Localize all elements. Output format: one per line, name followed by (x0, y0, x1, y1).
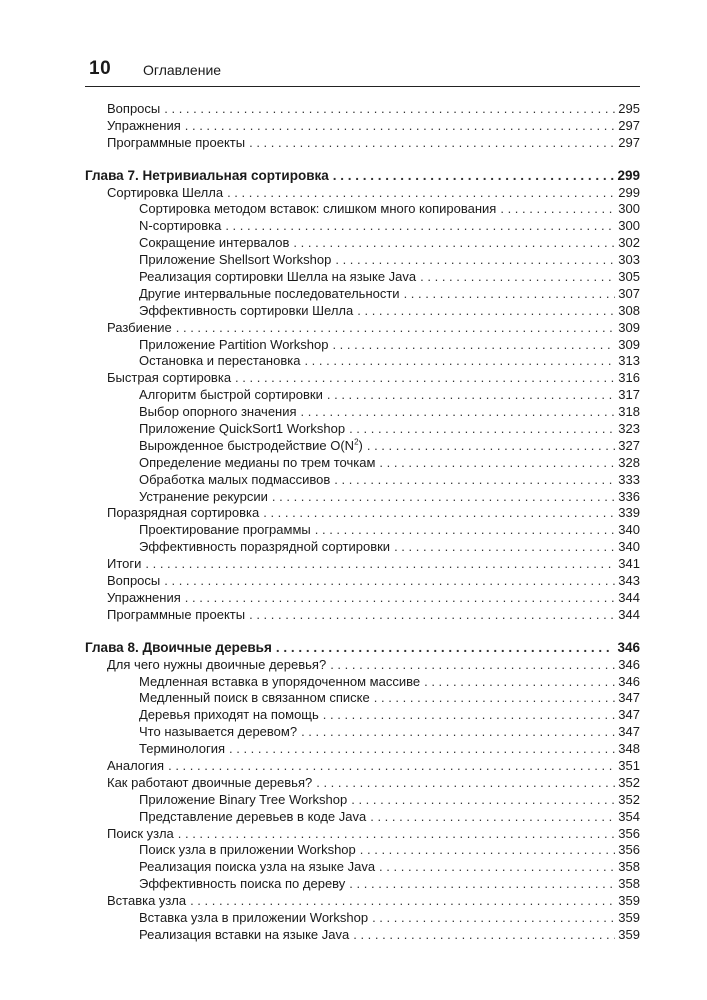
dot-leader (301, 404, 615, 421)
toc-page-number: 346 (618, 656, 640, 672)
toc-entry-title: Реализация сортировки Шелла на языке Java (139, 269, 417, 285)
toc-entry-title: Проектирование программы (139, 522, 311, 538)
dot-leader (332, 337, 615, 354)
toc-entry[interactable] (85, 421, 640, 438)
table-of-contents (85, 101, 640, 944)
dot-leader (190, 893, 615, 910)
toc-entry-title: Определение медианы по трем точкам (139, 454, 376, 470)
toc-entry-title: Терминология (139, 741, 225, 757)
toc-page-number: 299 (618, 184, 640, 200)
dot-leader (424, 674, 615, 691)
dot-leader (168, 758, 615, 775)
toc-entry-title: Представление деревьев в коде Java (139, 808, 367, 824)
toc-page-number: 352 (618, 791, 640, 807)
toc-entry-title: Эффективность поразрядной сортировки (139, 539, 391, 555)
toc-entry[interactable] (85, 438, 640, 455)
toc-entry[interactable] (85, 185, 640, 202)
toc-entry[interactable] (85, 235, 640, 252)
toc-entry[interactable] (85, 387, 640, 404)
toc-entry-title: Что называется деревом? (139, 724, 298, 740)
toc-entry-title: Сокращение интервалов (139, 235, 290, 251)
dot-leader (315, 522, 615, 539)
dot-leader (227, 185, 615, 202)
toc-page-number: 323 (618, 421, 640, 437)
toc-entry-title: Глава 8. Двоичные деревья (85, 639, 272, 655)
dot-leader (249, 135, 615, 152)
toc-entry-title: Упражнения (107, 589, 181, 605)
toc-page-number: 344 (618, 606, 640, 622)
dot-leader (353, 927, 615, 944)
toc-entry-title: Приложение QuickSort1 Workshop (139, 421, 346, 437)
toc-page-number: 327 (618, 437, 640, 453)
dot-leader (370, 809, 615, 826)
toc-page-number: 347 (618, 707, 640, 723)
toc-entry-title: Поиск узла в приложении Workshop (139, 842, 356, 858)
toc-entry[interactable] (85, 218, 640, 235)
dot-leader (349, 876, 615, 893)
toc-entry[interactable] (85, 690, 640, 707)
toc-entry-title: Алгоритм быстрой сортировки (139, 387, 323, 403)
toc-entry[interactable] (85, 707, 640, 724)
toc-entry[interactable] (85, 826, 640, 843)
toc-entry-title: Эффективность поиска по дереву (139, 876, 346, 892)
toc-entry-title: Устранение рекурсии (139, 488, 268, 504)
toc-entry-title: Разбиение (107, 319, 172, 335)
dot-leader (394, 539, 615, 556)
toc-page-number: 333 (618, 471, 640, 487)
toc-entry-title: Вставка узла (107, 893, 187, 909)
dot-leader (500, 201, 615, 218)
toc-chapter-entry[interactable] (85, 640, 640, 657)
dot-leader (235, 370, 615, 387)
dot-leader (304, 353, 615, 370)
toc-page-number: 348 (618, 741, 640, 757)
toc-entry-title: Для чего нужны двоичные деревья? (107, 656, 327, 672)
toc-page-number: 351 (618, 757, 640, 773)
toc-page-number: 339 (618, 505, 640, 521)
toc-entry-title: Медленная вставка в упорядоченном массиве (139, 673, 421, 689)
dot-leader (185, 118, 615, 135)
toc-page-number: 340 (618, 522, 640, 538)
toc-entry[interactable] (85, 118, 640, 135)
toc-entry[interactable] (85, 809, 640, 826)
dot-leader (372, 910, 615, 927)
toc-entry[interactable] (85, 758, 640, 775)
toc-entry[interactable] (85, 135, 640, 152)
toc-page-number: 308 (618, 302, 640, 318)
toc-entry[interactable] (85, 370, 640, 387)
toc-entry[interactable] (85, 286, 640, 303)
toc-entry-title: Поиск узла (107, 825, 174, 841)
toc-page-number: 316 (618, 370, 640, 386)
toc-page-number: 347 (618, 724, 640, 740)
toc-entry-title: Приложение Partition Workshop (139, 336, 329, 352)
toc-page-number: 317 (618, 387, 640, 403)
toc-page-number: 347 (618, 690, 640, 706)
toc-entry[interactable] (85, 522, 640, 539)
dot-leader (335, 252, 615, 269)
toc-entry[interactable] (85, 859, 640, 876)
toc-page-number: 352 (618, 774, 640, 790)
toc-entry-title: Вставка узла в приложении Workshop (139, 909, 369, 925)
dot-leader (225, 218, 615, 235)
toc-page-number: 343 (618, 573, 640, 589)
toc-page-number: 346 (618, 673, 640, 689)
toc-entry-title: Как работают двоичные деревья? (107, 774, 313, 790)
toc-page-number: 309 (618, 336, 640, 352)
dot-leader (374, 690, 615, 707)
toc-entry[interactable] (85, 337, 640, 354)
toc-entry-title: Обработка малых подмассивов (139, 471, 331, 487)
toc-page-number: 340 (618, 539, 640, 555)
toc-entry[interactable] (85, 792, 640, 809)
toc-entry[interactable] (85, 404, 640, 421)
toc-chapter-entry[interactable] (85, 168, 640, 185)
toc-page-number: 300 (618, 218, 640, 234)
toc-page-number: 300 (618, 201, 640, 217)
page-number: 10 (89, 58, 112, 79)
toc-entry[interactable] (85, 556, 640, 573)
dot-leader (145, 556, 615, 573)
toc-entry-title: Вырожденное быстродействие O(N (139, 437, 355, 453)
toc-page-number: 328 (618, 454, 640, 470)
toc-entry-title: Приложение Shellsort Workshop (139, 252, 332, 268)
toc-entry[interactable] (85, 893, 640, 910)
toc-entry-title: Выбор опорного значения (139, 404, 297, 420)
toc-entry[interactable] (85, 674, 640, 691)
toc-entry[interactable] (85, 775, 640, 792)
toc-entry[interactable] (85, 573, 640, 590)
running-header (85, 56, 640, 87)
dot-leader (333, 168, 615, 185)
toc-page-number: 356 (618, 842, 640, 858)
toc-entry[interactable] (85, 303, 640, 320)
toc-entry-title: Глава 7. Нетривиальная сортировка (85, 167, 329, 183)
toc-entry-title: Вопросы (107, 101, 161, 116)
toc-entry-title: Сортировка методом вставок: слишком много копирования (139, 201, 497, 217)
dot-leader (276, 640, 615, 657)
dot-leader (263, 505, 615, 522)
toc-entry-title (139, 438, 363, 455)
toc-page-number: 358 (618, 859, 640, 875)
toc-entry[interactable] (85, 252, 640, 269)
toc-entry-title: Программные проекты (107, 606, 246, 622)
toc-entry[interactable] (85, 927, 640, 944)
dot-leader (229, 741, 615, 758)
toc-page-number: 309 (618, 319, 640, 335)
toc-page-number: 358 (618, 876, 640, 892)
toc-entry-title: Аналогия (107, 757, 165, 773)
toc-page-number: 307 (618, 285, 640, 301)
toc-entry[interactable] (85, 539, 640, 556)
toc-page-number: 302 (618, 235, 640, 251)
toc-entry-title: Сортировка Шелла (107, 184, 224, 200)
toc-entry[interactable] (85, 201, 640, 218)
toc-page-number: 295 (618, 101, 640, 116)
toc-entry-title: Программные проекты (107, 134, 246, 150)
dot-leader (327, 387, 615, 404)
toc-entry-title: Остановка и перестановка (139, 353, 301, 369)
toc-page-number: 359 (618, 909, 640, 925)
dot-leader (334, 472, 615, 489)
toc-page-number: 313 (618, 353, 640, 369)
toc-page-number: 344 (618, 589, 640, 605)
toc-entry[interactable] (85, 724, 640, 741)
toc-entry-title: Медленный поиск в связанном списке (139, 690, 370, 706)
toc-page-number: 336 (618, 488, 640, 504)
dot-leader (272, 489, 615, 506)
toc-entry[interactable] (85, 910, 640, 927)
toc-entry[interactable] (85, 353, 640, 370)
toc-entry-title: Вопросы (107, 573, 161, 589)
toc-entry-title: Приложение Binary Tree Workshop (139, 791, 348, 807)
dot-leader (379, 455, 615, 472)
dot-leader (367, 438, 615, 455)
toc-entry[interactable] (85, 876, 640, 893)
dot-leader (164, 101, 615, 118)
dot-leader (178, 826, 615, 843)
toc-entry[interactable] (85, 455, 640, 472)
toc-entry[interactable] (85, 657, 640, 674)
toc-entry-title: Реализация вставки на языке Java (139, 926, 350, 942)
dot-leader (349, 421, 615, 438)
toc-entry-title: Эффективность сортировки Шелла (139, 302, 354, 318)
toc-page-number: 356 (618, 825, 640, 841)
toc-entry[interactable] (85, 489, 640, 506)
dot-leader (316, 775, 615, 792)
dot-leader (351, 792, 615, 809)
toc-entry[interactable] (85, 741, 640, 758)
dot-leader (185, 590, 615, 607)
toc-entry-title: Другие интервальные последовательности (139, 285, 400, 301)
toc-entry-title: Упражнения (107, 117, 181, 133)
toc-entry-title: Деревья приходят на помощь (139, 707, 319, 723)
dot-leader (293, 235, 615, 252)
dot-leader (404, 286, 615, 303)
toc-page-number: 299 (617, 167, 640, 183)
toc-entry[interactable] (85, 607, 640, 624)
toc-entry[interactable] (85, 269, 640, 286)
toc-page-number: 354 (618, 808, 640, 824)
toc-entry-title: Итоги (107, 556, 142, 572)
toc-page-number: 341 (618, 556, 640, 572)
dot-leader (301, 724, 615, 741)
running-title: Оглавление (143, 62, 222, 78)
toc-page-number: 303 (618, 252, 640, 268)
dot-leader (176, 320, 615, 337)
toc-page-number: 346 (617, 639, 640, 655)
toc-entry[interactable] (85, 101, 640, 118)
toc-entry[interactable] (85, 842, 640, 859)
dot-leader (360, 842, 615, 859)
toc-entry[interactable] (85, 472, 640, 489)
toc-entry[interactable] (85, 505, 640, 522)
toc-page-number: 318 (618, 404, 640, 420)
toc-entry[interactable] (85, 320, 640, 337)
dot-leader (379, 859, 615, 876)
toc-page-number: 305 (618, 269, 640, 285)
dot-leader (164, 573, 615, 590)
toc-entry-title: Быстрая сортировка (107, 370, 232, 386)
superscript: 2 (354, 437, 359, 447)
dot-leader (357, 303, 615, 320)
toc-page-number: 297 (618, 134, 640, 150)
dot-leader (323, 707, 615, 724)
dot-leader (420, 269, 615, 286)
toc-page-number: 297 (618, 117, 640, 133)
toc-entry-title: Поразрядная сортировка (107, 505, 260, 521)
toc-page-number: 359 (618, 926, 640, 942)
toc-entry-title: Реализация поиска узла на языке Java (139, 859, 376, 875)
toc-page-number: 359 (618, 893, 640, 909)
toc-entry-title: N-сортировка (139, 218, 222, 234)
toc-entry-title-suffix: ) (358, 437, 363, 453)
dot-leader (330, 657, 615, 674)
dot-leader (249, 607, 615, 624)
toc-entry[interactable] (85, 590, 640, 607)
